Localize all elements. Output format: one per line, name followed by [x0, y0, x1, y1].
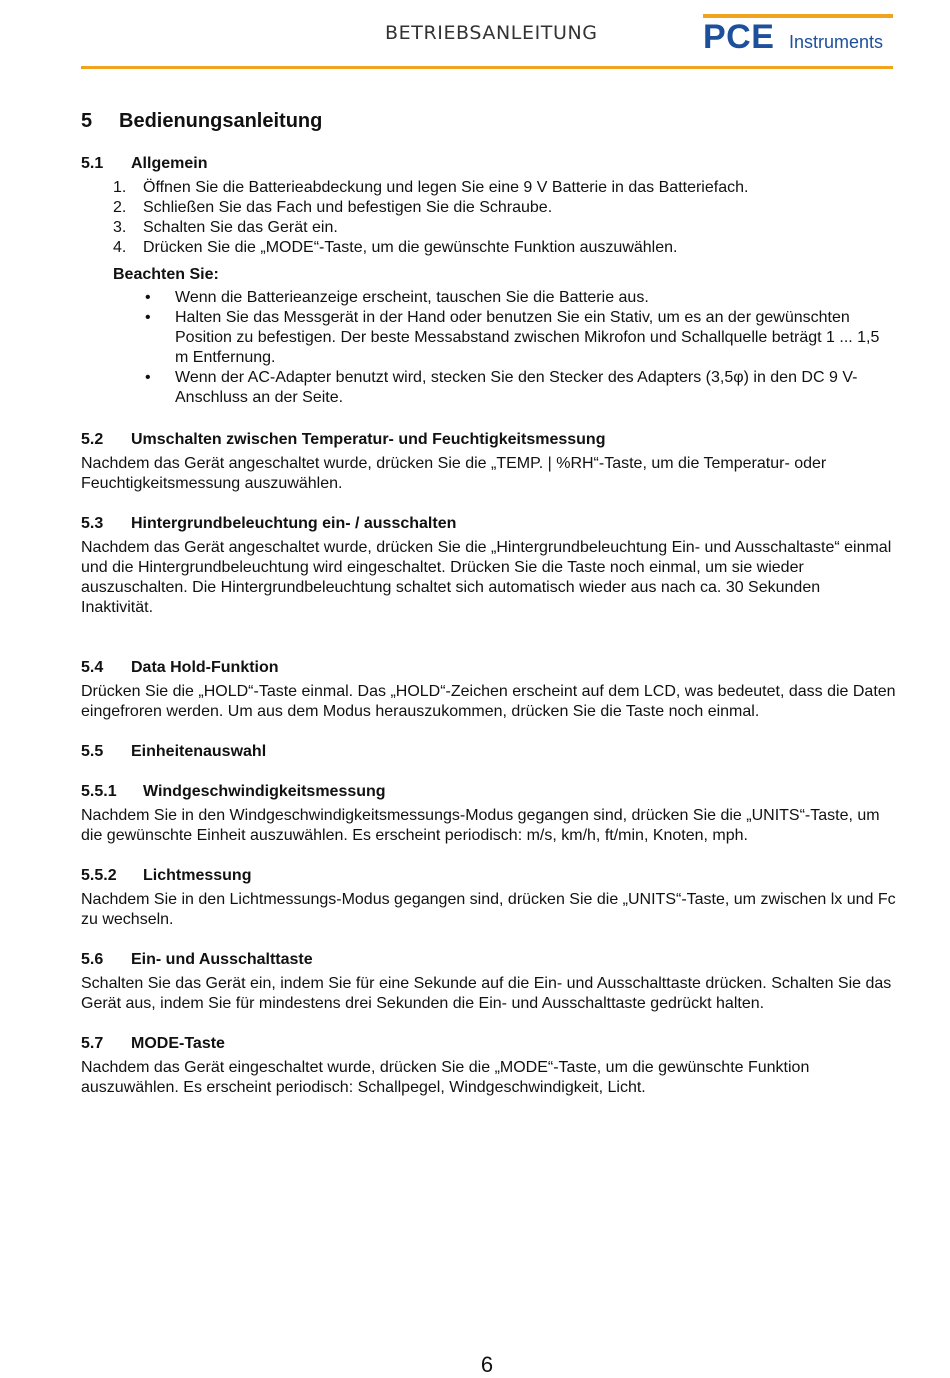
section-5-3-text: Nachdem das Gerät angeschaltet wurde, drücken Sie die „Hintergrundbeleuchtung Ein- und Ausschaltaste“ einmal und die Hintergrundbeleuchtung wird eingeschaltet. Drücken Sie die Taste noch einmal, um sie wieder auszuschalten. Die Hintergrundbeleuchtung schaltet sich automatisch wieder aus nach ca. 30 Sekunden Inaktivität. [81, 539, 892, 616]
section-5-5-1-text: Nachdem Sie in den Windgeschwindigkeitsmessungs-Modus gegangen sind, drücken Sie die „UNITS“-Taste, um die gewünschte Einheit auszuwählen. Es erscheint periodisch: m/s, km/h, ft/min, Knoten, mph. [81, 807, 880, 844]
section-number: 5.4 [81, 659, 104, 676]
section-5-4-heading [81, 658, 896, 678]
page-number: 6 [480, 1352, 494, 1377]
section-5-6-text: Schalten Sie das Gerät ein, indem Sie für eine Sekunde auf die Ein- und Ausschalttaste drücken. Schalten Sie das Gerät aus, indem Sie für mindestens drei Sekunden die Ein- und Ausschalttaste gedrückt halten. [81, 975, 892, 1012]
section-number: 5.7 [81, 1035, 104, 1052]
note-text: Wenn die Batterieanzeige erscheint, tauschen Sie die Batterie aus. [175, 289, 649, 306]
section-5-2-text: Nachdem das Gerät angeschaltet wurde, drücken Sie die „TEMP. | %RH“-Taste, um die Temperatur- oder Feuchtigkeitsmessung auszuwählen. [81, 455, 827, 492]
section-number: 5.2 [81, 431, 104, 448]
logo-sub-text: Instruments [789, 32, 884, 52]
list-item [81, 238, 896, 258]
section-number: 5.5 [81, 743, 104, 760]
bullet-icon: • [145, 309, 151, 326]
section-title: MODE-Taste [131, 1035, 225, 1052]
section-title: Allgemein [131, 155, 208, 172]
section-5-6-heading [81, 950, 896, 970]
bullet-icon: • [145, 369, 151, 386]
step-number: 1. [113, 179, 127, 196]
section-5-7-heading [81, 1034, 896, 1054]
step-number: 2. [113, 199, 127, 216]
section-title: Hintergrundbeleuchtung ein- / ausschalten [131, 515, 457, 532]
section-5-5-heading [81, 742, 896, 762]
section-number: 5.3 [81, 515, 104, 532]
list-item [81, 368, 896, 408]
step-text: Öffnen Sie die Batterieabdeckung und legen Sie eine 9 V Batterie in das Batteriefach. [143, 179, 749, 196]
section-number: 5 [81, 110, 93, 132]
section-number: 5.5.2 [81, 867, 117, 884]
section-title: Data Hold-Funktion [131, 659, 279, 676]
note-title: Beachten Sie: [113, 266, 219, 283]
section-title: Windgeschwindigkeitsmessung [143, 783, 386, 800]
step-text: Drücken Sie die „MODE“-Taste, um die gewünschte Funktion auszuwählen. [143, 239, 678, 256]
section-5-7-text: Nachdem das Gerät eingeschaltet wurde, drücken Sie die „MODE“-Taste, um die gewünschte Funktion auszuwählen. Es erscheint periodisch: Schallpegel, Windgeschwindigkeit, Licht. [81, 1059, 810, 1096]
section-5-3-heading [81, 514, 896, 534]
logo-main-text: PCE [703, 18, 775, 56]
step-text: Schalten Sie das Gerät ein. [143, 219, 338, 236]
section-number: 5.1 [81, 155, 104, 172]
section-title: Lichtmessung [143, 867, 252, 884]
section-5-5-1-heading [81, 782, 896, 802]
list-item [81, 308, 896, 368]
note-text: Halten Sie das Messgerät in der Hand oder benutzen Sie ein Stativ, um es an der gewünschten Position zu befestigen. Der beste Messabstand zwischen Mikrofon und Schallquelle beträgt 1 ... 1,5 m Entfernung. [175, 309, 880, 366]
list-item [81, 178, 896, 198]
section-title: Einheitenauswahl [131, 743, 267, 760]
section-5-4-text: Drücken Sie die „HOLD“-Taste einmal. Das „HOLD“-Zeichen erscheint auf dem LCD, was bedeutet, dass die Daten eingefroren werden. Um aus dem Modus herauszukommen, drücken Sie die Taste noch einmal. [81, 683, 896, 720]
header-divider [81, 66, 893, 69]
page-content [81, 108, 896, 1118]
note-text: Wenn der AC-Adapter benutzt wird, stecken Sie den Stecker des Adapters (3,5φ) in den DC 9 V-Anschluss an der Seite. [175, 369, 858, 406]
section-5-heading [81, 108, 896, 134]
pce-instruments-logo [703, 14, 893, 54]
setup-steps-list [81, 178, 896, 258]
list-item [81, 288, 896, 308]
section-title: Ein- und Ausschalttaste [131, 951, 313, 968]
list-item [81, 198, 896, 218]
notes-list [81, 288, 896, 408]
list-item [81, 218, 896, 238]
spacer [81, 638, 896, 658]
section-5-2-heading [81, 430, 896, 450]
page-header [0, 0, 950, 70]
step-text: Schließen Sie das Fach und befestigen Sie die Schraube. [143, 199, 553, 216]
section-title: Umschalten zwischen Temperatur- und Feuchtigkeitsmessung [131, 431, 606, 448]
section-5-5-2-heading [81, 866, 896, 886]
section-number: 5.5.1 [81, 783, 117, 800]
step-number: 4. [113, 239, 127, 256]
header-title: BETRIEBSANLEITUNG [385, 22, 598, 44]
section-number: 5.6 [81, 951, 104, 968]
step-number: 3. [113, 219, 127, 236]
bullet-icon: • [145, 289, 151, 306]
section-5-5-2-text: Nachdem Sie in den Lichtmessungs-Modus gegangen sind, drücken Sie die „UNITS“-Taste, um zwischen lx und Fc zu wechseln. [81, 891, 896, 928]
section-title: Bedienungsanleitung [119, 110, 323, 132]
section-5-1-heading [81, 154, 896, 174]
